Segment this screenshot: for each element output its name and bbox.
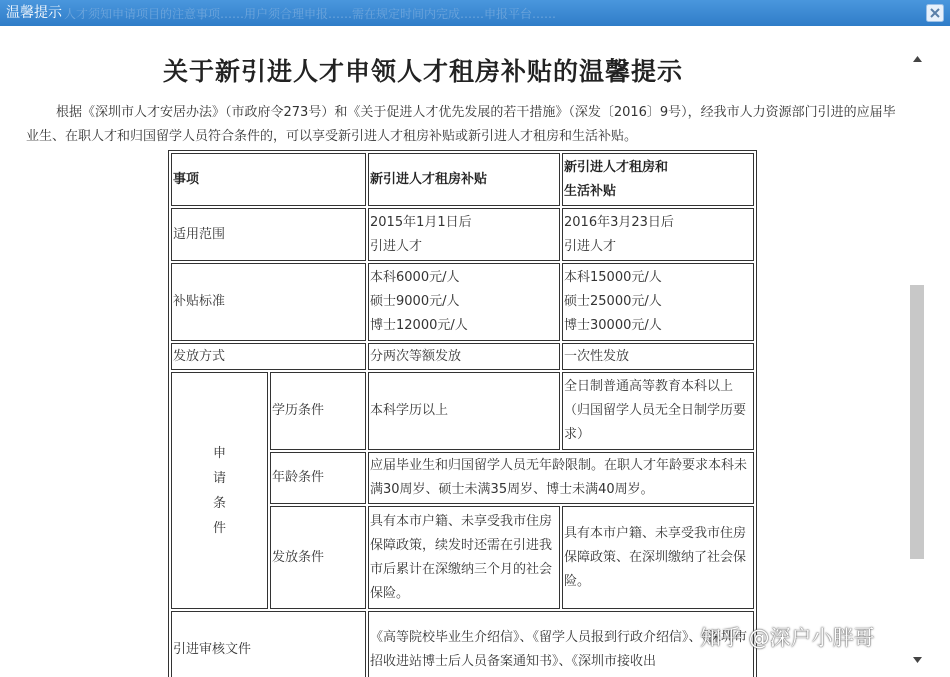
table-row (171, 611, 754, 677)
conditions-label (171, 372, 268, 609)
docs-label: 引进审核文件 (171, 611, 366, 677)
standard-col1-line: 硕士9000元/人 (370, 294, 460, 309)
standard-label: 补贴标准 (171, 263, 366, 341)
intro-paragraph: 根据《深圳市人才安居办法》（市政府令273号）和《关于促进人才优先发展的若干措施》（深发〔2016〕9号），经我市人力资源部门引进的应届毕业生、在职人才和归国留学人员符合条件的，可以享受新引进人才租房补贴或新引进人才租房和生活补贴。 (26, 105, 896, 144)
standard-col1-line: 博士12000元/人 (370, 318, 468, 333)
payment-col1: 分两次等额发放 (368, 343, 560, 370)
scroll-down-icon[interactable] (909, 653, 926, 667)
page-title: 关于新引进人才申领人才租房补贴的温馨提示 (162, 57, 683, 86)
header-col1: 新引进人才租房补贴 (368, 153, 560, 206)
table-row (171, 263, 754, 341)
standard-col2-line: 博士30000元/人 (564, 318, 662, 333)
standard-col2-line: 本科15000元/人 (564, 270, 662, 285)
age-label: 年龄条件 (270, 452, 366, 504)
standard-col2 (562, 263, 754, 341)
table-row (171, 372, 754, 450)
marquee-text: 人才须知申请项目的注意事项……用户须合理申报……需在规定时间内完成……申报平台…… (64, 7, 557, 21)
age-text: 应届毕业生和归国留学人员无年龄限制。在职人才年龄要求本科未满30周岁、硕士未满35周岁、博士未满40周岁。 (368, 452, 754, 504)
window-titlebar (0, 0, 950, 26)
education-col1: 本科学历以上 (368, 372, 560, 450)
table-row (171, 208, 754, 261)
watermark: 知乎 @深户小胖哥 (700, 626, 875, 650)
release-col2: 具有本市户籍、未享受我市住房保障政策、在深圳缴纳了社会保险。 (562, 506, 754, 609)
conditions-label-char: 条 (212, 495, 226, 511)
payment-label: 发放方式 (171, 343, 366, 370)
close-icon[interactable] (926, 4, 944, 22)
docs-text: 《高等院校毕业生介绍信》、《留学人员报到行政介绍信》、《深圳市招收进站博士后人员备案通知书》、《深圳市接收出 (368, 611, 754, 677)
standard-col1 (368, 263, 560, 341)
header-item: 事项 (171, 153, 366, 206)
subsidy-table (168, 150, 757, 677)
dialog-content (0, 26, 906, 677)
release-label: 发放条件 (270, 506, 366, 609)
standard-col2-line: 硕士25000元/人 (564, 294, 662, 309)
scope-col1-line2: 引进人才 (370, 238, 423, 254)
education-col2: 全日制普通高等教育本科以上（归国留学人员无全日制学历要求） (562, 372, 754, 450)
header-col2-line1: 新引进人才租房和 (564, 159, 669, 175)
scope-label: 适用范围 (171, 208, 366, 261)
table-row (171, 343, 754, 370)
payment-col2: 一次性发放 (562, 343, 754, 370)
header-col2-line2: 生活补贴 (564, 183, 617, 199)
scope-col2-line2: 引进人才 (564, 238, 617, 254)
conditions-label-char: 请 (212, 470, 226, 486)
scope-col2-line1: 2016年3月23日后 (564, 214, 674, 230)
scrollbar-thumb[interactable] (910, 285, 924, 559)
scroll-up-icon[interactable] (909, 52, 926, 66)
scope-col1-line1: 2015年1月1日后 (370, 214, 472, 230)
release-col1: 具有本市户籍、未享受我市住房保障政策，续发时还需在引进我市后累计在深缴纳三个月的社会保险。 (368, 506, 560, 609)
conditions-label-char: 申 (212, 445, 226, 461)
scope-col1 (368, 208, 560, 261)
window-title: 温馨提示 (6, 5, 62, 21)
header-col2 (562, 153, 754, 206)
scope-col2 (562, 208, 754, 261)
conditions-label-char: 件 (212, 520, 226, 536)
table-row (171, 153, 754, 206)
education-label: 学历条件 (270, 372, 366, 450)
vertical-scrollbar[interactable] (909, 49, 926, 677)
standard-col1-line: 本科6000元/人 (370, 270, 460, 285)
